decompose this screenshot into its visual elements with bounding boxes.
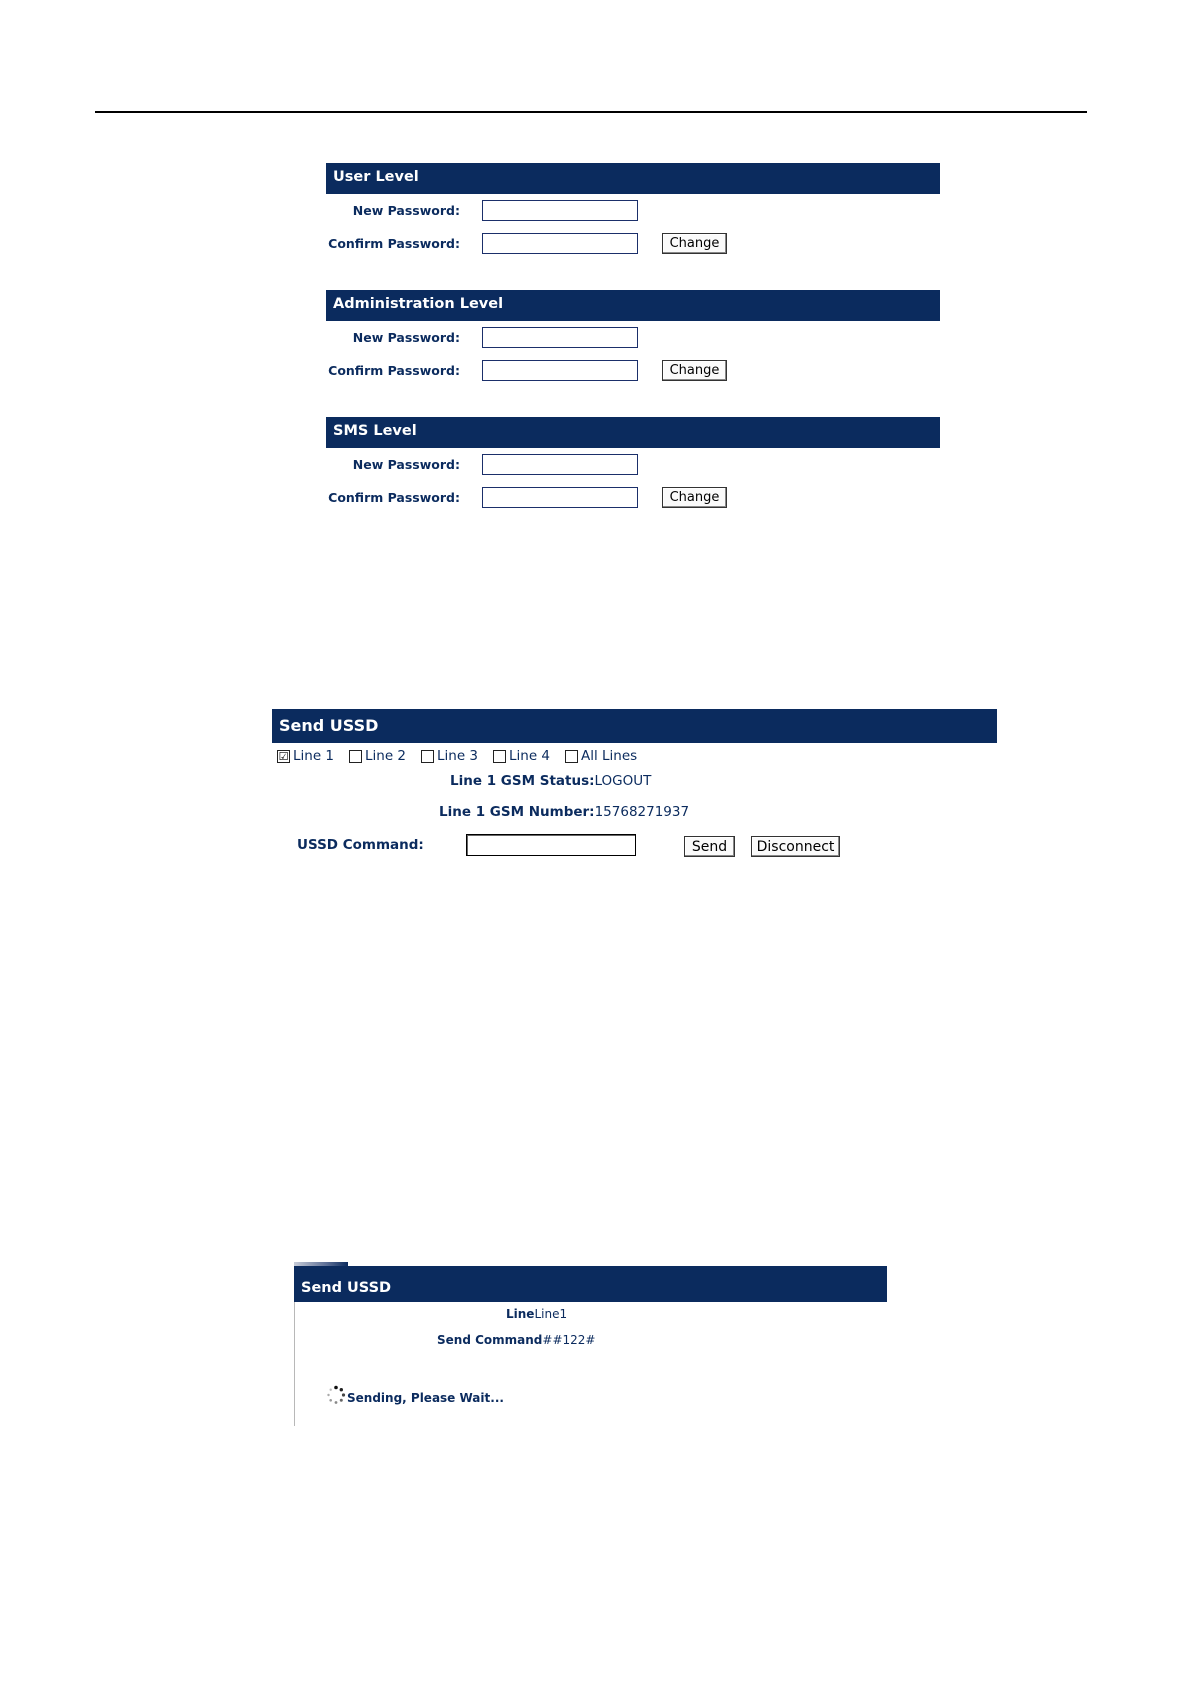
sending-line-value: Line1 (534, 1307, 568, 1321)
gsm-status-value: LOGOUT (594, 773, 652, 789)
admin-change-button[interactable]: Change (662, 360, 727, 381)
user-confirm-password-label: Confirm Password: (328, 236, 460, 251)
line-2-label: Line 2 (365, 748, 407, 764)
all-lines-label: All Lines (581, 748, 638, 764)
ussd-command-input[interactable] (466, 834, 636, 856)
sending-command-label: Send Command (437, 1333, 543, 1347)
admin-confirm-password-input[interactable] (482, 360, 638, 381)
admin-confirm-password-label: Confirm Password: (328, 363, 460, 378)
line-1-label: Line 1 (293, 748, 335, 764)
admin-new-password-input[interactable] (482, 327, 638, 348)
ussd-command-label: USSD Command: (297, 837, 424, 853)
sending-line-row (506, 1307, 567, 1321)
sms-new-password-input[interactable] (482, 454, 638, 475)
send-ussd-header: Send USSD (272, 709, 997, 743)
loading-spinner-icon (326, 1385, 346, 1405)
sms-level-header: SMS Level (326, 417, 940, 448)
admin-level-header: Administration Level (326, 290, 940, 321)
gsm-number-row (439, 804, 689, 820)
sms-confirm-password-label: Confirm Password: (328, 490, 460, 505)
admin-new-password-label: New Password: (352, 330, 460, 345)
sms-change-button[interactable]: Change (662, 487, 727, 508)
line-3-checkbox[interactable] (421, 747, 478, 765)
panel-left-border (294, 1302, 295, 1426)
sending-command-value: ##122# (542, 1333, 596, 1347)
gsm-number-value: 15768271937 (594, 804, 690, 820)
sending-ussd-header: Send USSD (294, 1266, 887, 1302)
line-4-label: Line 4 (509, 748, 551, 764)
gsm-number-label: Line 1 GSM Number: (439, 804, 595, 820)
line-3-label: Line 3 (437, 748, 479, 764)
line-4-checkbox[interactable] (493, 747, 550, 765)
sending-wait-text: Sending, Please Wait... (347, 1391, 504, 1405)
sms-new-password-label: New Password: (352, 457, 460, 472)
line-2-checkbox[interactable] (349, 747, 406, 765)
line-1-checkbox[interactable] (277, 747, 334, 765)
checkbox-icon[interactable] (421, 750, 434, 763)
sending-line-label: Line (506, 1307, 535, 1321)
sending-wait-row (326, 1385, 504, 1405)
user-new-password-input[interactable] (482, 200, 638, 221)
sms-confirm-password-input[interactable] (482, 487, 638, 508)
user-new-password-label: New Password: (352, 203, 460, 218)
checkbox-icon[interactable] (565, 750, 578, 763)
disconnect-button[interactable]: Disconnect (751, 836, 840, 857)
send-button[interactable]: Send (684, 836, 735, 857)
checkbox-icon[interactable] (493, 750, 506, 763)
user-confirm-password-input[interactable] (482, 233, 638, 254)
gsm-status-row (450, 773, 651, 789)
page-top-rule (95, 111, 1087, 113)
sending-command-row (437, 1333, 595, 1347)
all-lines-checkbox[interactable] (565, 747, 637, 765)
checkbox-icon[interactable]: ☑ (278, 749, 289, 763)
checkbox-icon[interactable] (349, 750, 362, 763)
gsm-status-label: Line 1 GSM Status: (450, 773, 595, 789)
user-level-header: User Level (326, 163, 940, 194)
user-change-button[interactable]: Change (662, 233, 727, 254)
